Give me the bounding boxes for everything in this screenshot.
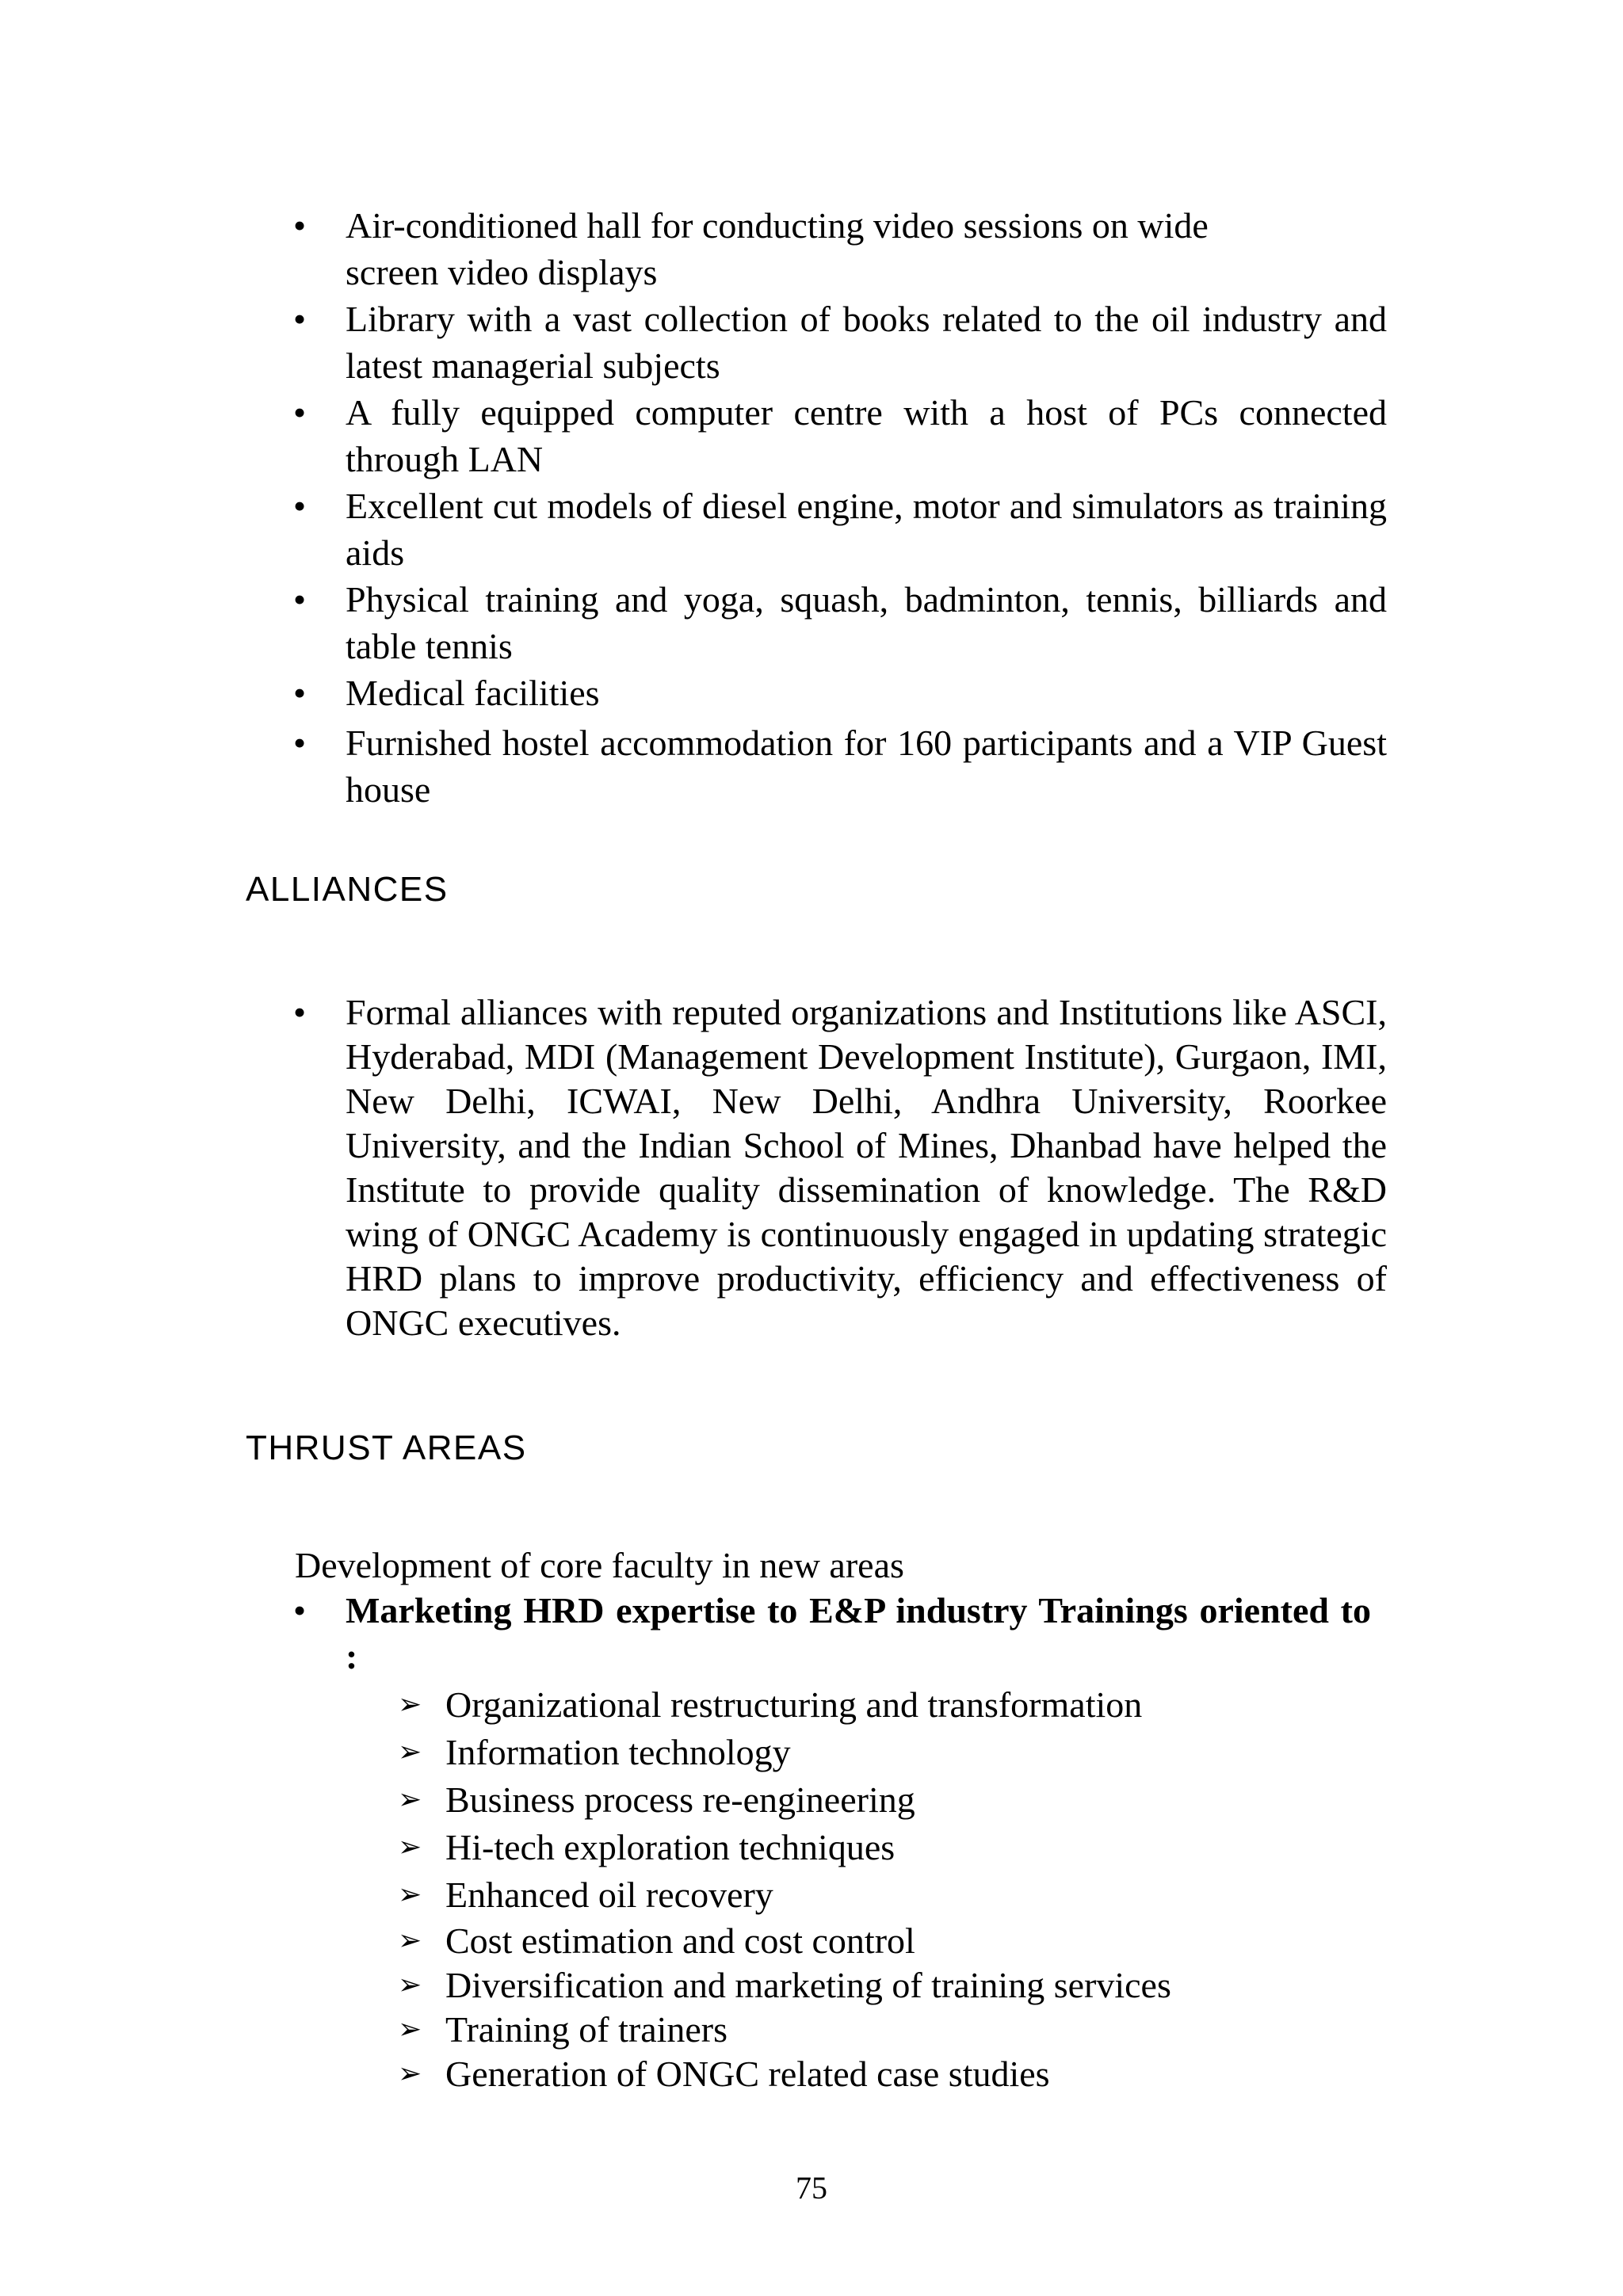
arrow-bullet-icon: ➢ [398, 1878, 422, 1911]
bullet-icon: • [293, 723, 307, 763]
list-item [293, 1588, 1371, 2096]
alliances-list [293, 990, 1387, 1345]
sub-list-item [398, 2052, 1423, 2096]
sub-item-text: Information technology [445, 1732, 791, 1772]
facility-text: Air-conditioned hall for conducting video sessions on wide [346, 205, 1209, 246]
thrust-intro-text: Development of core faculty in new areas [295, 1545, 904, 1585]
sub-list-item [398, 1681, 1423, 1729]
sub-list-item [398, 1729, 1423, 1776]
sub-item-text: Organizational restructuring and transformation [445, 1684, 1143, 1725]
facility-text: Library with a vast collection of books related to the oil industry and latest managerial subjects [346, 299, 1387, 386]
sub-list-item [398, 1776, 1423, 1824]
page-number: 75 [796, 2170, 827, 2206]
sub-item-text: Cost estimation and cost control [445, 1920, 915, 1961]
list-item [293, 202, 1387, 296]
bullet-icon: • [293, 992, 307, 1032]
sub-list-item [398, 1871, 1423, 1919]
sub-item-text: Training of trainers [445, 2009, 728, 2050]
sub-item-text: Diversification and marketing of training services [445, 1965, 1171, 2005]
sub-item-text: Business process re-engineering [445, 1779, 915, 1820]
facility-text: Medical facilities [346, 673, 600, 713]
sub-list-item [398, 1919, 1423, 1963]
thrust-areas-heading: THRUST AREAS [246, 1428, 527, 1467]
bullet-icon: • [293, 392, 307, 433]
arrow-bullet-icon: ➢ [398, 2058, 422, 2090]
facility-text: Physical training and yoga, squash, badminton, tennis, billiards and table tennis [346, 579, 1387, 666]
thrust-bold-item: Marketing HRD expertise to E&P industry Trainings oriented to : [346, 1590, 1371, 1676]
list-item [293, 296, 1387, 389]
bullet-icon: • [293, 486, 307, 526]
alliances-text: Formal alliances with reputed organizations and Institutions like ASCI, Hyderabad, MDI (Management Development Institute), Gurgaon, IMI, New Delhi, ICWAI, New Delhi, Andhra University, Roorkee University, and the Indian School of Mines, Dhanbad have helped the Institute to provide quality dissemination of knowledge. The R&D wing of ONGC Academy is continuously engaged in updating strategic HRD plans to improve productivity, efficiency and effectiveness of ONGC executives. [346, 992, 1387, 1343]
arrow-bullet-icon: ➢ [398, 1783, 422, 1816]
list-item [293, 482, 1387, 576]
sub-list-item [398, 1824, 1423, 1871]
sub-list-item [398, 1963, 1423, 2008]
thrust-sub-list [398, 1681, 1423, 2096]
sub-item-text: Hi-tech exploration techniques [445, 1827, 896, 1867]
list-item [293, 576, 1387, 669]
arrow-bullet-icon: ➢ [398, 1736, 422, 1768]
bullet-icon: • [293, 579, 307, 620]
facilities-list [293, 202, 1387, 813]
bullet-icon: • [293, 299, 307, 339]
sub-item-text: Enhanced oil recovery [445, 1875, 773, 1915]
arrow-bullet-icon: ➢ [398, 2013, 422, 2046]
arrow-bullet-icon: ➢ [398, 1969, 422, 2001]
facility-text-continuation: screen video displays [346, 252, 658, 292]
alliances-heading: ALLIANCES [246, 870, 449, 909]
facility-text: Excellent cut models of diesel engine, motor and simulators as training aids [346, 486, 1387, 573]
list-item [293, 719, 1387, 813]
bullet-icon: • [293, 205, 307, 246]
facility-text: A fully equipped computer centre with a host of PCs connected through LAN [346, 392, 1387, 479]
arrow-bullet-icon: ➢ [398, 1831, 422, 1863]
facility-text: Furnished hostel accommodation for 160 participants and a VIP Guest house [346, 723, 1387, 810]
sub-item-text: Generation of ONGC related case studies [445, 2054, 1050, 2094]
arrow-bullet-icon: ➢ [398, 1688, 422, 1721]
arrow-bullet-icon: ➢ [398, 1924, 422, 1957]
list-item [293, 389, 1387, 482]
bullet-icon: • [293, 673, 307, 713]
list-item [293, 990, 1387, 1345]
list-item [293, 669, 1387, 716]
bullet-icon: • [293, 1590, 307, 1630]
thrust-areas-list [293, 1588, 1371, 2096]
sub-list-item [398, 2008, 1423, 2052]
